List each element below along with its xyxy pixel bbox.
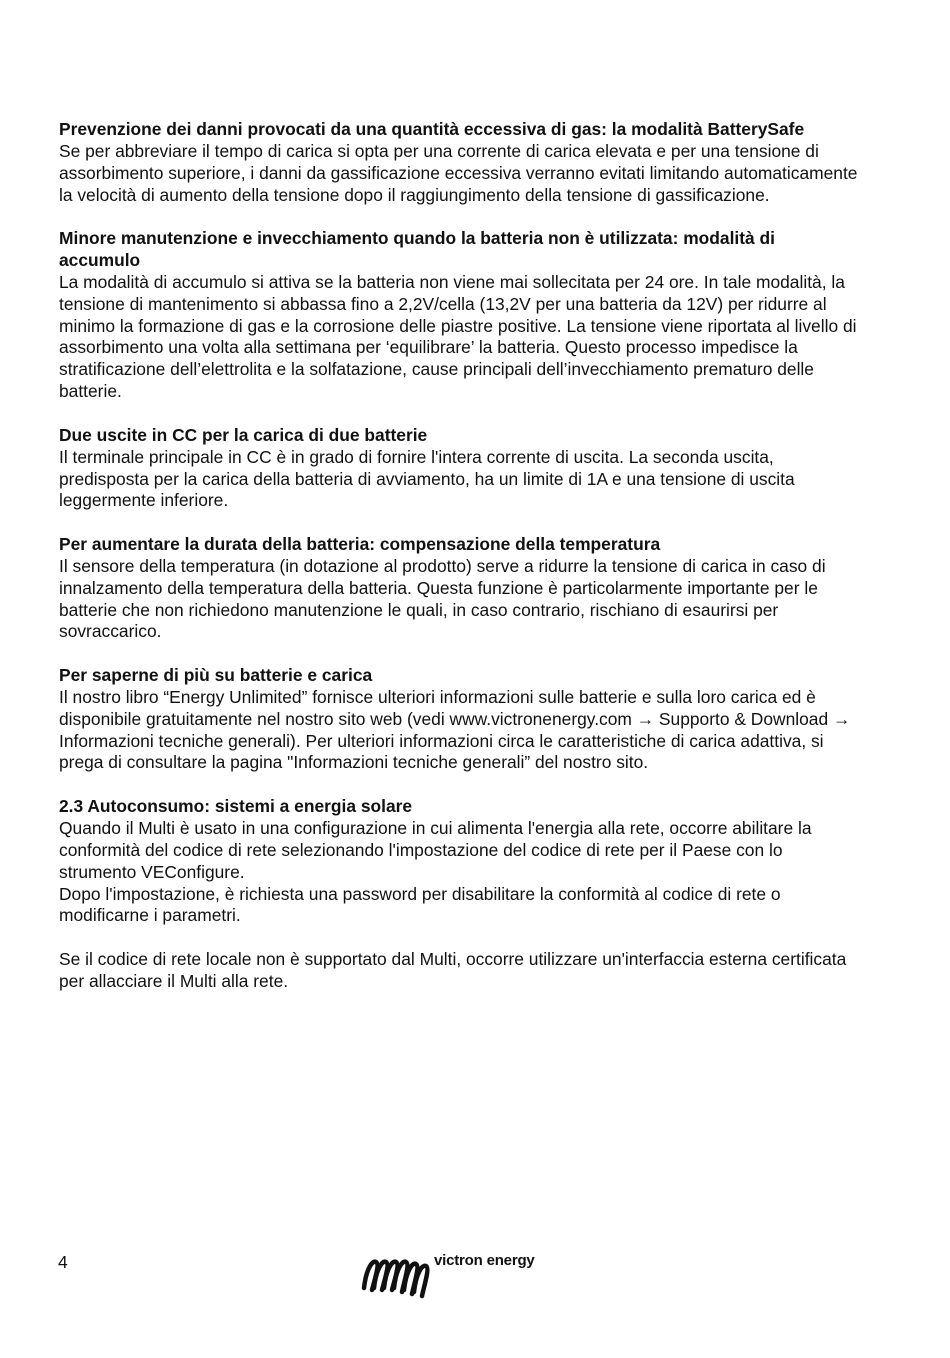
section-dc-outputs [59, 425, 859, 512]
section-paragraph: Quando il Multi è usato in una configurazione in cui alimenta l'energia alla rete, occorre abilitare la conformità del codice di rete selezionando l'impostazione del codice di rete per il Paese con lo strumento VEConfigure. [59, 818, 812, 882]
section-paragraph: Se per abbreviare il tempo di carica si opta per una corrente di carica elevata e per una tensione di assorbimento superiore, i danni da gassificazione eccessiva verranno evitati limitando automaticamente la velocità di aumento della tensione dopo il raggiungimento della tensione di gassificazione. [59, 140, 858, 205]
logo-wordmark: victron energy [434, 1252, 535, 1269]
section-grid-code-note [59, 949, 859, 993]
section-paragraph: La modalità di accumulo si attiva se la batteria non viene mai sollecitata per 24 ore. In tale modalità, la tensione di mantenimento si abbassa fino a 2,2V/cella (13,2V per una batteria da 12V) per ridurre al minimo la formazione di gas e la corrosione delle piastre positive. La tensione viene riportata al livello di assorbimento una volta alla settimana per ‘equilibrare’ la batteria. Questo processo impedisce la stratificazione dell’elettrolita e la solfatazione, cause principali dell’invecchiamento prematuro delle batterie. [59, 271, 857, 402]
section-paragraph: Il sensore della temperatura (in dotazione al prodotto) serve a ridurre la tensione di carica in caso di innalzamento della temperatura della batteria. Questa funzione è particolarmente importante per le batterie che non richiedono manutenzione le quali, in caso contrario, rischiano di esaurirsi per sovraccarico. [59, 555, 826, 642]
section-heading: Per saperne di più su batterie e carica [59, 665, 373, 686]
section-paragraph: Dopo l'impostazione, è richiesta una password per disabilitare la conformità al codice di rete o modificarne i parametri. [59, 883, 781, 926]
section-heading: Minore manutenzione e invecchiamento quando la batteria non è utilizzata: modalità di accumulo [59, 228, 776, 271]
section-heading: 2.3 Autoconsumo: sistemi a energia solare [59, 796, 413, 817]
section-learn-more [59, 665, 859, 774]
section-temperature-compensation [59, 534, 859, 643]
section-storage-mode [59, 228, 859, 403]
section-self-consumption [59, 796, 859, 927]
section-paragraph: Il nostro libro “Energy Unlimited” fornisce ulteriori informazioni sulle batterie e sulla loro carica ed è disponibile gratuitamente nel nostro sito web (vedi www.victronenergy.com → Supporto & Download → Informazioni tecniche generali). Per ulteriori informazioni circa le caratteristiche di carica adattiva, si prega di consultare la pagina "Informazioni tecniche generali” del nostro sito. [59, 686, 851, 773]
section-batterysafe [59, 119, 859, 206]
section-heading: Prevenzione dei danni provocati da una quantità eccessiva di gas: la modalità BatterySafe [59, 119, 805, 139]
victron-swirl-icon [360, 1250, 432, 1300]
section-paragraph: Se il codice di rete locale non è supportato dal Multi, occorre utilizzare un'interfaccia esterna certificata per allacciare il Multi alla rete. [59, 949, 847, 991]
section-heading: Due uscite in CC per la carica di due batterie [59, 424, 428, 445]
section-heading: Per aumentare la durata della batteria: compensazione della temperatura [59, 534, 661, 555]
document-body [59, 119, 859, 1015]
section-paragraph: Il terminale principale in CC è in grado di fornire l'intera corrente di uscita. La seconda uscita, predisposta per la carica della batteria di avviamento, ha un limite di 1A e una tensione di uscita leggermente inferiore. [59, 446, 795, 511]
victron-logo [360, 1250, 550, 1300]
page-number: 4 [58, 1252, 68, 1272]
